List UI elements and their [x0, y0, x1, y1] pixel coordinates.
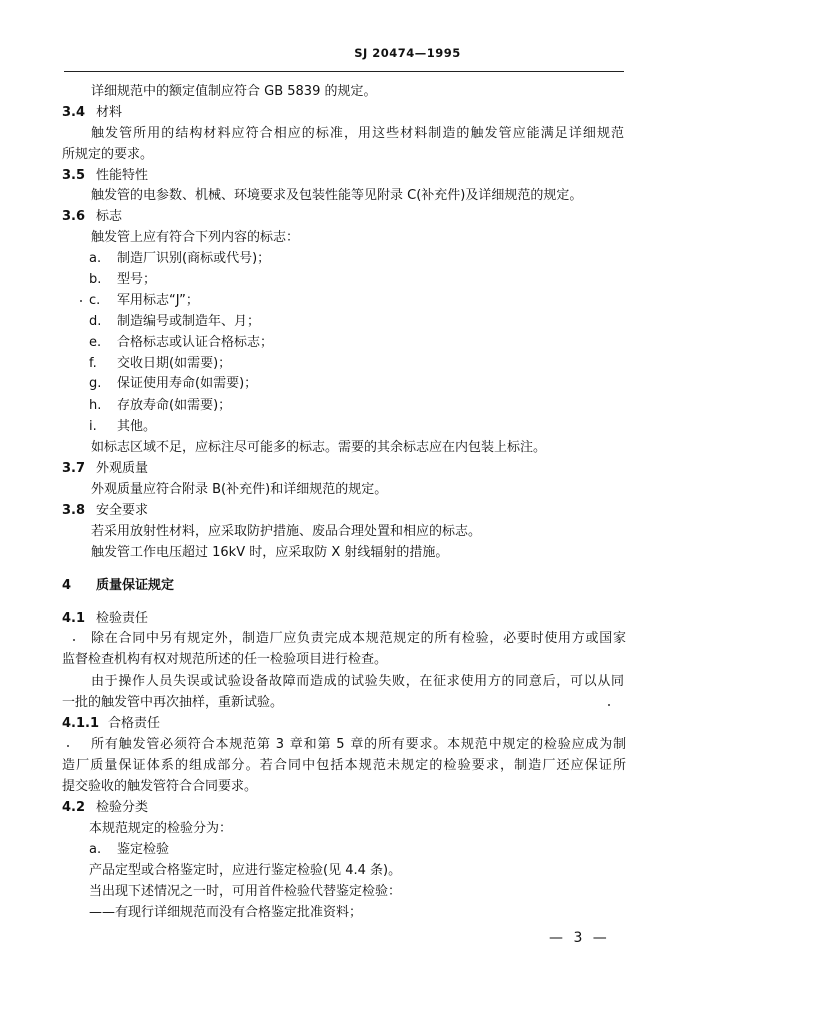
- paragraph-line: 详细规范中的额定值制应符合 GB 5839 的规定。: [91, 84, 377, 99]
- list-item: [89, 335, 273, 351]
- list-item: [89, 376, 257, 392]
- paragraph-line: 由于操作人员失误或试验设备故障而造成的试验失败，在征求使用方的同意后，可以从同: [91, 674, 625, 689]
- paragraph-line: 除在合同中另有规定外，制造厂应负责完成本规范规定的所有检验，必要时使用方或国家: [91, 631, 627, 646]
- section-number: 3.8: [62, 503, 86, 518]
- list-item: [89, 398, 231, 414]
- list-marker: b.: [89, 272, 102, 287]
- list-item: [89, 842, 169, 858]
- section-heading: [62, 105, 122, 121]
- document-code-header: SJ 20474—1995: [354, 46, 461, 60]
- scan-speck: [608, 704, 610, 706]
- section-title: 性能特性: [96, 168, 149, 183]
- paragraph-line: 若采用放射性材料，应采取防护措施、废品合理处置和相应的标志。: [91, 524, 482, 539]
- section-title: 合格责任: [108, 716, 161, 731]
- paragraph-line: 造厂质量保证体系的组成部分。若合同中包括本规范未规定的检验要求，制造厂还应保证所: [62, 758, 628, 773]
- list-item: [89, 272, 156, 288]
- list-item: [89, 356, 231, 372]
- list-marker: g.: [89, 376, 102, 391]
- paragraph-line: 所规定的要求。: [62, 147, 154, 162]
- list-item-text: 合格标志或认证合格标志；: [117, 335, 274, 350]
- list-marker: e.: [89, 335, 102, 350]
- list-item-text: 保证使用寿命(如需要)；: [117, 376, 258, 391]
- list-item-text: 存放寿命(如需要)；: [117, 398, 232, 413]
- paragraph-line: 触发管工作电压超过 16kV 时，应采取防 X 射线辐射的措施。: [91, 545, 449, 560]
- scan-speck: [73, 639, 75, 641]
- list-marker: c.: [89, 293, 101, 308]
- paragraph-line: 一批的触发管中再次抽样，重新试验。: [62, 695, 284, 710]
- paragraph-line: 触发管上应有符合下列内容的标志：: [91, 230, 300, 245]
- list-item: [89, 251, 270, 267]
- scan-speck: [80, 300, 82, 302]
- list-item-text: 其他。: [117, 419, 157, 434]
- list-marker: i.: [89, 419, 97, 434]
- section-number: 4.2: [62, 800, 86, 815]
- section-title: 标志: [96, 209, 123, 224]
- paragraph-line: 监督检查机构有权对规范所述的任一检验项目进行检查。: [62, 652, 388, 667]
- scan-speck: [67, 745, 69, 747]
- list-item-text: 型号；: [117, 272, 157, 287]
- page-number: — 3 —: [549, 930, 610, 946]
- section-title: 材料: [96, 105, 123, 120]
- list-marker: f.: [89, 356, 97, 371]
- section-title: 质量保证规定: [96, 578, 175, 593]
- section-heading: [62, 503, 148, 519]
- list-item: [89, 314, 260, 330]
- list-marker: a.: [89, 251, 102, 266]
- paragraph-line: 外观质量应符合附录 B(补充件)和详细规范的规定。: [91, 482, 388, 497]
- list-marker: h.: [89, 398, 102, 413]
- section-heading: [62, 800, 148, 816]
- list-item-text: 制造厂识别(商标或代号)；: [117, 251, 271, 266]
- section-heading: [62, 461, 148, 477]
- list-item-text: 制造编号或制造年、月；: [117, 314, 261, 329]
- section-number: 3.6: [62, 209, 86, 224]
- section-title: 外观质量: [96, 461, 149, 476]
- section-title: 检验责任: [96, 611, 149, 626]
- section-number: 4.1.1: [62, 716, 100, 731]
- section-title: 检验分类: [96, 800, 149, 815]
- list-marker: a.: [89, 842, 102, 857]
- section-heading: [62, 209, 122, 225]
- section-heading: [62, 716, 160, 732]
- paragraph-line: 触发管的电参数、机械、环境要求及包装性能等见附录 C(补充件)及详细规范的规定。: [91, 188, 583, 203]
- section-heading: [62, 578, 174, 594]
- paragraph-line: 提交验收的触发管符合合同要求。: [62, 779, 258, 794]
- list-item-text: 军用标志“J”；: [117, 293, 199, 308]
- section-number: 4: [62, 578, 72, 593]
- list-item: [89, 293, 199, 309]
- paragraph-line: 所有触发管必须符合本规范第 3 章和第 5 章的所有要求。本规范中规定的检验应成为制: [91, 737, 627, 752]
- paragraph-line: 如标志区域不足，应标注尽可能多的标志。需要的其余标志应在内包装上标注。: [91, 440, 547, 455]
- list-marker: d.: [89, 314, 102, 329]
- list-item-text: 鉴定检验: [117, 842, 170, 857]
- list-item: [89, 419, 156, 435]
- paragraph-line: 本规范规定的检验分为：: [89, 821, 233, 836]
- section-number: 3.7: [62, 461, 86, 476]
- header-rule: [64, 71, 624, 72]
- paragraph-line: 产品定型或合格鉴定时，应进行鉴定检验(见 4.4 条)。: [89, 863, 402, 878]
- section-heading: [62, 168, 148, 184]
- section-number: 3.4: [62, 105, 86, 120]
- list-item-text: 交收日期(如需要)；: [117, 356, 232, 371]
- paragraph-line: 触发管所用的结构材料应符合相应的标准，用这些材料制造的触发管应能满足详细规范: [91, 126, 626, 141]
- paragraph-line: ——有现行详细规范而没有合格鉴定批准资料；: [89, 905, 363, 920]
- section-heading: [62, 611, 148, 627]
- paragraph-line: 当出现下述情况之一时，可用首件检验代替鉴定检验：: [89, 884, 402, 899]
- section-number: 3.5: [62, 168, 86, 183]
- section-number: 4.1: [62, 611, 86, 626]
- section-title: 安全要求: [96, 503, 149, 518]
